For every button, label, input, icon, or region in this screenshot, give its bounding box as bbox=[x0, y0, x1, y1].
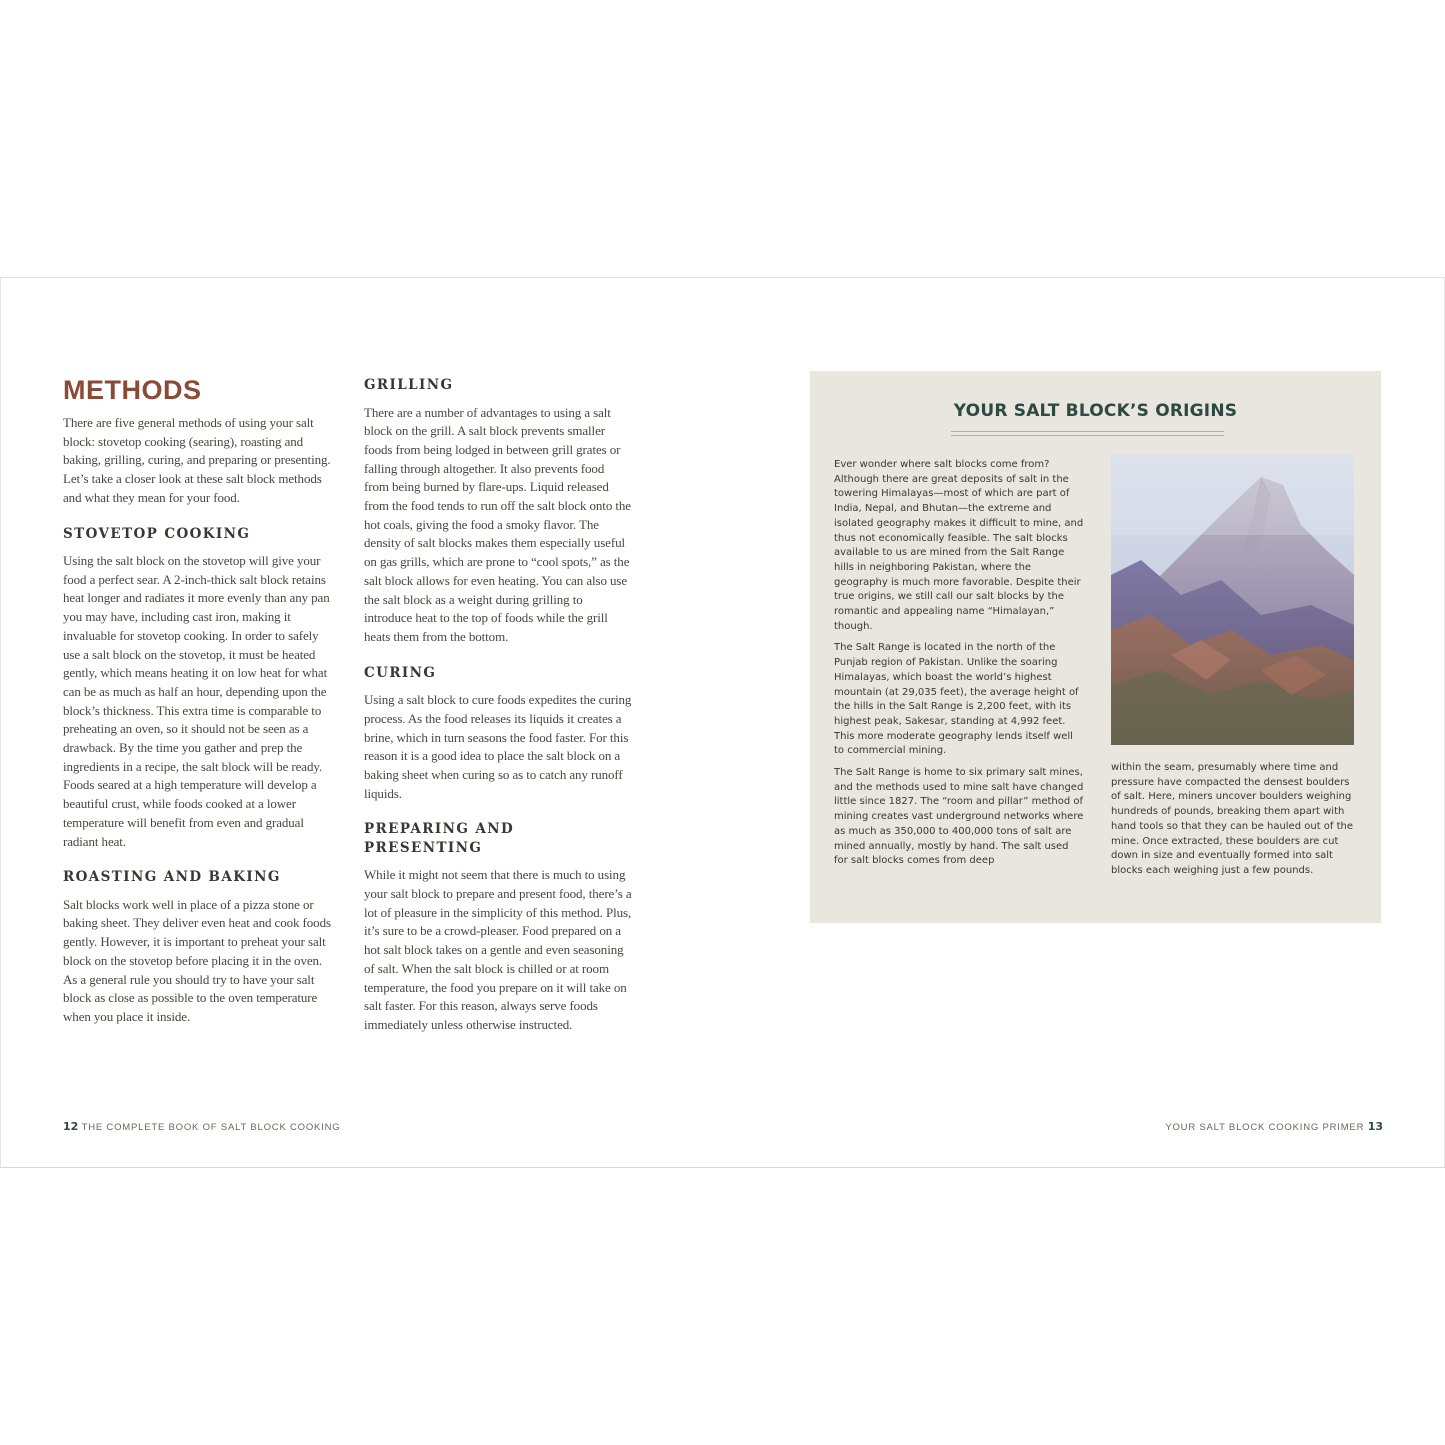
mountain-photo bbox=[1111, 455, 1354, 745]
stovetop-text: Using the salt block on the stovetop will give your food a perfect sear. A 2-inch-thick salt block retains heat longer and radiates it more evenly than any pan you may have, including cast iron, making it invaluable for stovetop cooking. In order to safely use a salt block on the stovetop, it must be heated gently, which means heating it on low heat for what can be as much as half an hour, depending upon the block’s thickness. This extra time is comparable to preheating an oven, so it should not be seen as a drawback. By the time you gather and prep the ingredients in a recipe, the salt block will be ready. Foods seared at a high temperature will develop a beautiful crust, while foods cooked at a lower temperature will benefit from even and gradual radiant heat. bbox=[63, 553, 330, 849]
roasting-text: Salt blocks work well in place of a pizza stone or baking sheet. They deliver even heat and cook foods gently. However, it is important to preheat your salt block on the stovetop before placing it in the oven. As a general rule you should try to have your salt block as close as possible to the oven temperature when you place it inside. bbox=[63, 896, 331, 1024]
left-column-2 bbox=[364, 376, 632, 1035]
sidebar-column-left bbox=[834, 458, 1084, 876]
stovetop-heading: STOVETOP COOKING bbox=[63, 525, 251, 542]
title-double-rule bbox=[951, 431, 1224, 436]
left-column-1 bbox=[63, 372, 335, 1027]
grilling-heading: GRILLING bbox=[364, 377, 454, 393]
sidebar-column-right bbox=[1111, 761, 1357, 879]
book-title-running-head: THE COMPLETE BOOK OF SALT BLOCK COOKING bbox=[81, 1122, 341, 1133]
left-page-number: 12 bbox=[63, 1120, 79, 1133]
sidebar-para-3: The Salt Range is home to six primary salt mines, and the methods used to mine salt have changed little since 1827. The “room and pillar” method of mining creates vast underground networks where as much as 350,000 to 400,000 tons of salt are mined annually, mostly by hand. The salt used for salt blocks comes from deep bbox=[834, 767, 1084, 867]
sidebar-para-2: The Salt Range is located in the north of the Punjab region of Pakistan. Unlike the soaring Himalayas, which boast the world’s highest mountain (at 29,035 feet), the average height of the hills in the Salt Range is 2,200 feet, with its highest peak, Sakesar, standing at 4,992 feet. This more moderate geography lends itself well to commercial mining. bbox=[834, 642, 1079, 757]
origins-sidebar bbox=[810, 371, 1381, 923]
sidebar-para-1: Ever wonder where salt blocks come from? Although there are great deposits of salt in the towering Himalayas—most of which are part of India, Nepal, and Bhutan—the extreme and isolated geography makes it difficult to mine, and thus not economically feasible. The salt blocks available to us are mined from the Salt Range hills in neighboring Pakistan, where the geography is much more favorable. Despite their true origins, we still call our salt blocks by the romantic and appealing name “Himalayan,” though. bbox=[834, 459, 1084, 632]
methods-title: METHODS bbox=[63, 375, 202, 405]
sidebar-para-4: within the seam, presumably where time and pressure have compacted the densest boulders of salt. Here, miners uncover boulders weighing hundreds of pounds, breaking them apart with hand tools so that they can be hauled out of the mine. Once extracted, these boulders are cut down in size and eventually formed into salt blocks each weighing just a few pounds. bbox=[1111, 762, 1354, 876]
preparing-text: While it might not seem that there is much to using your salt block to prepare and present food, there’s a lot of pleasure in the simplicity of this method. Plus, it’s sure to be a crowd-pleaser. Food prepared on a hot salt block takes on a gentle and even seasoning of salt. When the salt block is chilled or at room temperature, the food you prepare on it will take on salt faster. For this reason, always serve foods immediately unless otherwise instructed. bbox=[364, 867, 632, 1032]
grilling-text: There are a number of advantages to using a salt block on the grill. A salt block prevents smaller foods from being lodged in between grill grates or falling through altogether. It also prevents food from being burned by flare-ups. Liquid released from the food tends to run off the salt block onto the hot coals, giving the food a smoky flavor. The density of salt blocks makes them especially useful on gas grills, which are prone to “cool spots,” as the salt block allows for even heating. You can also use the salt block as a weight during grilling to introduce heat to the top of foods while the grill heats them from the bottom. bbox=[364, 404, 631, 644]
curing-text: Using a salt block to cure foods expedites the curing process. As the food releases its liquids it creates a brine, which in turn seasons the food faster. For this reason it is a good idea to place the salt block on a baking sheet when curing so as to catch any runoff liquids. bbox=[364, 692, 632, 801]
section-running-head: YOUR SALT BLOCK COOKING PRIMER bbox=[1165, 1122, 1365, 1133]
sidebar-title: YOUR SALT BLOCK’S ORIGINS bbox=[953, 401, 1238, 421]
methods-intro: There are five general methods of using your salt block: stovetop cooking (searing), roasting and baking, grilling, curing, and preparing or presenting. Let’s take a closer look at these salt block methods and what they mean for your food. bbox=[63, 415, 331, 505]
right-page-number: 13 bbox=[1367, 1120, 1383, 1133]
curing-heading: CURING bbox=[364, 664, 437, 681]
roasting-heading: ROASTING AND BAKING bbox=[63, 869, 281, 886]
right-footer bbox=[1165, 1120, 1383, 1135]
preparing-heading: PREPARING AND PRESENTING bbox=[364, 821, 515, 856]
mountain-illustration bbox=[1111, 455, 1354, 745]
left-footer bbox=[63, 1120, 341, 1135]
